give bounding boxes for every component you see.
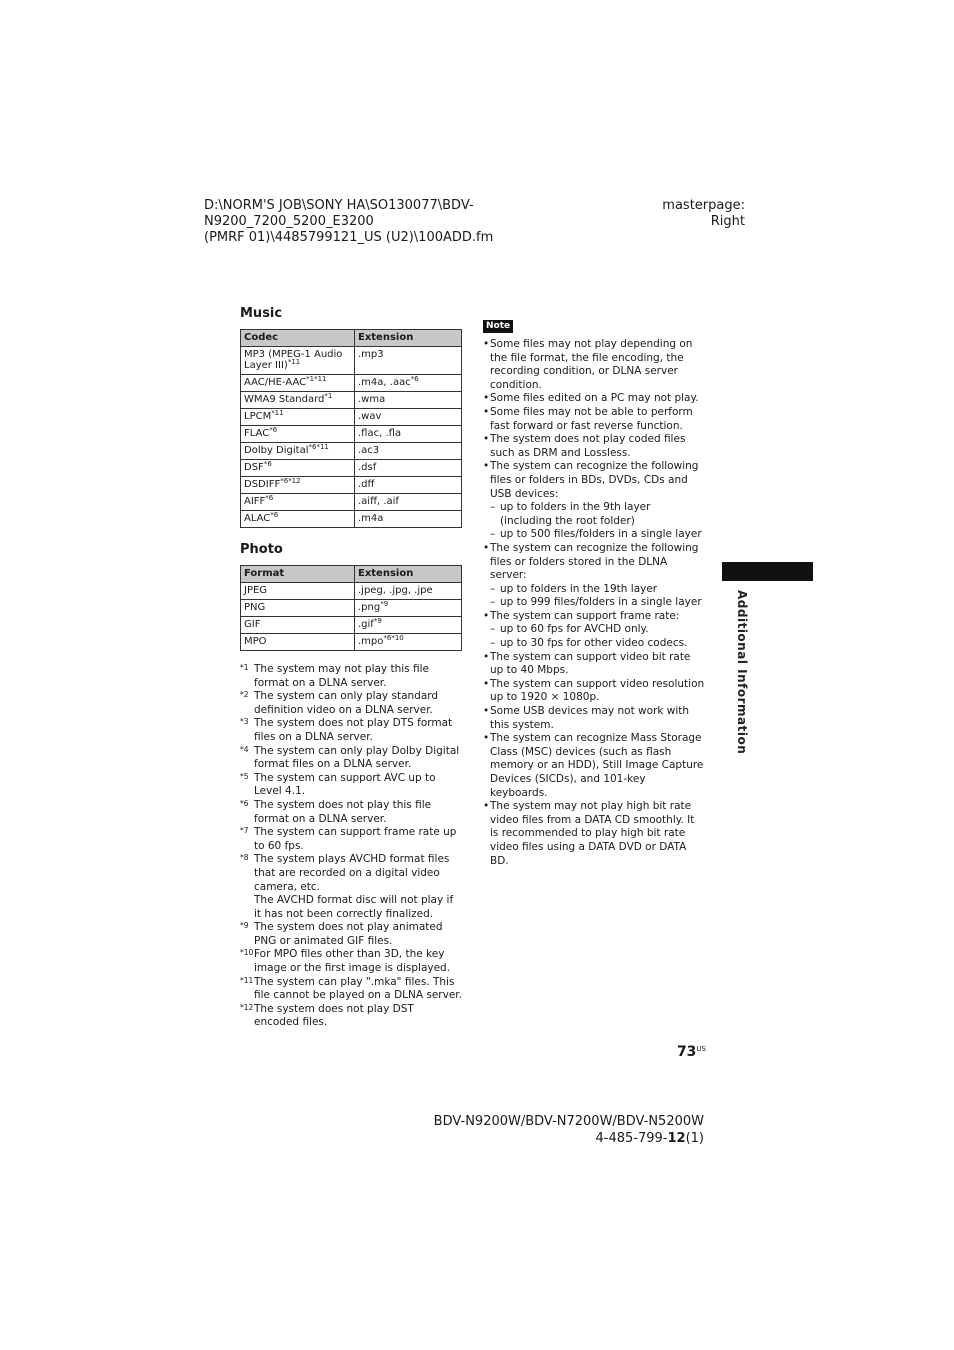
footnote-marker: *9 bbox=[240, 921, 249, 931]
note-bullet bbox=[483, 433, 705, 460]
music-name-footnote-ref: *6*12 bbox=[280, 477, 301, 485]
music-table-header-row bbox=[241, 330, 462, 347]
file-path-line-2: (PMRF 01)\4485799121_US (U2)\100ADD.fm bbox=[204, 230, 494, 245]
music-name: FLAC bbox=[244, 428, 270, 439]
dash-icon: – bbox=[490, 637, 496, 650]
note-sub-item-text: up to 500 files/folders in a single layer bbox=[500, 528, 702, 541]
dash-icon: – bbox=[490, 528, 496, 541]
music-table-row bbox=[241, 426, 462, 443]
photo-extension: .mpo bbox=[358, 636, 384, 647]
footnotes-list bbox=[240, 663, 462, 1030]
photo-extension-cell bbox=[355, 600, 462, 617]
photo-name: GIF bbox=[244, 619, 261, 630]
music-extension: .ac3 bbox=[358, 445, 380, 456]
bullet-icon: • bbox=[483, 338, 490, 350]
footnote-body bbox=[254, 948, 462, 975]
dash-icon: – bbox=[490, 596, 496, 609]
dash-icon: – bbox=[490, 582, 496, 595]
footnote bbox=[240, 948, 462, 975]
footer-code-prefix: 4-485-799- bbox=[595, 1131, 668, 1146]
photo-extension: .png bbox=[358, 602, 381, 613]
footnote bbox=[240, 921, 462, 948]
footnote-text: For MPO files other than 3D, the key image or the first image is displayed. bbox=[254, 948, 451, 975]
music-name: WMA9 Standard bbox=[244, 394, 325, 405]
footnote-marker: *5 bbox=[240, 771, 249, 781]
music-table-row bbox=[241, 494, 462, 511]
notes-list bbox=[483, 338, 705, 868]
music-name: ALAC bbox=[244, 513, 271, 524]
note-bullet-text: The system can recognize the following files or folders stored in the DLNA server: bbox=[490, 541, 699, 582]
music-name: LPCM bbox=[244, 411, 272, 422]
music-extension: .wma bbox=[358, 394, 386, 405]
footnote bbox=[240, 826, 462, 853]
music-table-row bbox=[241, 392, 462, 409]
music-extension-cell bbox=[355, 347, 462, 375]
note-bullet bbox=[483, 460, 705, 501]
note-bullet bbox=[483, 392, 705, 406]
masterpage-header bbox=[640, 198, 745, 230]
note-bullet bbox=[483, 406, 705, 433]
footnote-marker: *4 bbox=[240, 744, 249, 754]
masterpage-label: masterpage: bbox=[662, 198, 745, 213]
photo-format-table bbox=[240, 565, 462, 651]
bullet-icon: • bbox=[483, 433, 490, 446]
note-bullet bbox=[483, 338, 705, 392]
note-bullet bbox=[483, 732, 705, 800]
note-sub-item bbox=[483, 528, 705, 542]
footnote-body bbox=[254, 690, 462, 717]
note-bullet-text: The system can recognize Mass Storage Class (MSC) devices (such as flash memory or an HDD), Still Image Capture Devices (SICDs), and 101-key keyboards. bbox=[490, 732, 704, 799]
footnote-marker: *2 bbox=[240, 690, 249, 700]
bullet-icon: • bbox=[483, 705, 490, 718]
bullet-icon: • bbox=[483, 541, 490, 554]
footnote-extra-text: The AVCHD format disc will not play if it has not been correctly finalized. bbox=[254, 894, 454, 920]
music-extension-cell bbox=[355, 511, 462, 528]
bullet-icon: • bbox=[483, 609, 490, 622]
music-name-cell bbox=[241, 460, 355, 477]
footnote-text: The system plays AVCHD format files that are recorded on a digital video camera, etc. bbox=[254, 853, 450, 893]
footnote-marker: *12 bbox=[240, 1002, 254, 1012]
bullet-icon: • bbox=[483, 405, 490, 418]
photo-name-cell bbox=[241, 617, 355, 634]
dash-icon: – bbox=[490, 501, 496, 514]
footnote-text: The system can support frame rate up to 60 fps. bbox=[254, 826, 457, 852]
music-table-row bbox=[241, 409, 462, 426]
file-path-header bbox=[204, 198, 634, 246]
photo-name-cell bbox=[241, 634, 355, 651]
music-table-row bbox=[241, 477, 462, 494]
footnote-text: The system can support AVC up to Level 4.1. bbox=[254, 771, 436, 798]
music-name-cell bbox=[241, 494, 355, 511]
footnote bbox=[240, 717, 462, 744]
footer-code-bold: 12 bbox=[667, 1131, 686, 1146]
photo-extension-cell bbox=[355, 583, 462, 600]
note-bullet-text: The system can support frame rate: bbox=[490, 609, 680, 622]
music-name: MP3 (MPEG-1 Audio Layer III) bbox=[244, 349, 343, 371]
section-tab-label: Additional Information bbox=[735, 590, 749, 755]
footnote-body bbox=[254, 717, 462, 744]
photo-table-row bbox=[241, 634, 462, 651]
note-sub-item-text: up to folders in the 19th layer bbox=[500, 582, 658, 595]
footnote bbox=[240, 976, 462, 1003]
footer-models: BDV-N9200W/BDV-N7200W/BDV-N5200W bbox=[433, 1114, 704, 1129]
left-column bbox=[240, 306, 462, 1030]
music-name-cell bbox=[241, 511, 355, 528]
note-sub-item-text: up to 60 fps for AVCHD only. bbox=[500, 623, 649, 636]
bullet-icon: • bbox=[483, 677, 490, 690]
footnote-text: The system does not play animated PNG or animated GIF files. bbox=[254, 921, 443, 947]
page-number-suffix: US bbox=[696, 1045, 706, 1053]
music-extension-cell bbox=[355, 494, 462, 511]
footnote-text: The system may not play this file format on a DLNA server. bbox=[254, 663, 429, 689]
photo-col-extension: Extension bbox=[355, 566, 462, 583]
bullet-icon: • bbox=[483, 460, 490, 473]
music-name-footnote-ref: *11 bbox=[271, 409, 284, 417]
music-name-cell bbox=[241, 477, 355, 494]
footnote-text: The system can only play standard definition video on a DLNA server. bbox=[254, 690, 439, 716]
music-extension: .dsf bbox=[358, 462, 377, 473]
note-bullet bbox=[483, 678, 705, 705]
photo-extension: .jpeg, .jpg, .jpe bbox=[358, 585, 433, 596]
music-extension: .dff bbox=[358, 479, 375, 490]
footer-code bbox=[420, 1130, 704, 1147]
footnote bbox=[240, 1003, 462, 1030]
music-extension-cell bbox=[355, 443, 462, 460]
footnote-text: The system can play ".mka" files. This file cannot be played on a DLNA server. bbox=[254, 975, 462, 1002]
music-name: AAC/HE-AAC bbox=[244, 377, 307, 388]
music-extension-cell bbox=[355, 460, 462, 477]
music-codec-table bbox=[240, 329, 462, 528]
footnote-marker: *11 bbox=[240, 975, 254, 985]
music-extension-cell bbox=[355, 392, 462, 409]
footnote-text: The system does not play DTS format files on a DLNA server. bbox=[254, 717, 453, 743]
footnote-marker: *1 bbox=[240, 663, 249, 672]
footnote-body bbox=[254, 799, 462, 826]
photo-extension-footnote-ref: *9 bbox=[380, 600, 389, 608]
music-name: DSDIFF bbox=[244, 479, 281, 490]
music-col-codec: Codec bbox=[241, 330, 355, 347]
footnote-marker: *10 bbox=[240, 948, 254, 958]
music-extension-cell bbox=[355, 409, 462, 426]
photo-name: MPO bbox=[244, 636, 267, 647]
music-name-footnote-ref: *6 bbox=[269, 426, 278, 434]
music-name-cell bbox=[241, 375, 355, 392]
bullet-icon: • bbox=[483, 650, 490, 663]
music-table-row bbox=[241, 460, 462, 477]
photo-extension-cell bbox=[355, 634, 462, 651]
music-section-title: Music bbox=[240, 306, 283, 321]
music-table-row bbox=[241, 511, 462, 528]
note-bullet bbox=[483, 610, 705, 624]
dash-icon: – bbox=[490, 623, 496, 636]
music-name-footnote-ref: *6 bbox=[265, 494, 274, 502]
music-name-footnote-ref: *6 bbox=[270, 511, 279, 519]
footnote bbox=[240, 663, 462, 690]
footnote-text: The system can only play Dolby Digital format files on a DLNA server. bbox=[254, 744, 460, 771]
music-name-footnote-ref: *11 bbox=[287, 358, 301, 366]
footnote-body bbox=[254, 826, 462, 853]
footnote-marker: *8 bbox=[240, 853, 249, 863]
file-path-line-1: D:\NORM'S JOB\SONY HA\SO130077\BDV-N9200_7200_5200_E3200 bbox=[204, 198, 474, 229]
photo-name-cell bbox=[241, 583, 355, 600]
note-bullet-text: The system can support video bit rate up to 40 Mbps. bbox=[490, 650, 691, 677]
music-extension-cell bbox=[355, 426, 462, 443]
music-table-row bbox=[241, 375, 462, 392]
footnote-body bbox=[254, 1003, 462, 1030]
music-extension: .wav bbox=[358, 411, 382, 422]
note-sub-item-text: up to folders in the 9th layer (including the root folder) bbox=[500, 501, 651, 527]
page-number bbox=[640, 1041, 706, 1060]
photo-extension: .gif bbox=[358, 619, 374, 630]
music-extension: .aiff, .aif bbox=[358, 496, 399, 507]
footnote-marker: *3 bbox=[240, 717, 249, 727]
footnote bbox=[240, 690, 462, 717]
music-name-footnote-ref: *6 bbox=[263, 460, 272, 468]
note-bullet-text: The system can recognize the following files or folders in BDs, DVDs, CDs and USB devices: bbox=[490, 460, 699, 500]
photo-col-format: Format bbox=[241, 566, 355, 583]
photo-extension-cell bbox=[355, 617, 462, 634]
right-column bbox=[483, 313, 705, 868]
footnote-body bbox=[254, 921, 462, 948]
note-bullet-text: Some files may not be able to perform fast forward or fast reverse function. bbox=[490, 405, 693, 432]
music-name-footnote-ref: *1*11 bbox=[306, 375, 327, 383]
note-bullet-text: The system does not play coded files such as DRM and Lossless. bbox=[490, 433, 686, 459]
footnote bbox=[240, 853, 462, 921]
music-name: Dolby Digital bbox=[244, 445, 309, 456]
photo-table-row bbox=[241, 617, 462, 634]
note-bullet bbox=[483, 542, 705, 583]
footnote-body bbox=[254, 663, 462, 690]
music-name-cell bbox=[241, 443, 355, 460]
footnote-text: The system does not play DST encoded files. bbox=[254, 1002, 414, 1029]
music-name-footnote-ref: *6*11 bbox=[308, 443, 329, 451]
note-bullet bbox=[483, 800, 705, 868]
note-bullet-text: Some files may not play depending on the file format, the file encoding, the recording condition, or DLNA server condition. bbox=[490, 338, 693, 391]
footnote bbox=[240, 799, 462, 826]
page-number-value: 73 bbox=[676, 1044, 697, 1060]
footer-code-suffix: (1) bbox=[685, 1131, 704, 1146]
footnote-body bbox=[254, 745, 462, 772]
footnote-text: The system does not play this file format on a DLNA server. bbox=[254, 798, 432, 825]
note-sub-item bbox=[483, 501, 705, 528]
note-sub-item bbox=[483, 583, 705, 597]
bullet-icon: • bbox=[483, 800, 490, 813]
footnote-marker: *7 bbox=[240, 826, 249, 836]
section-tab-bar bbox=[722, 562, 813, 581]
photo-name: JPEG bbox=[244, 585, 268, 596]
note-bullet-text: Some files edited on a PC may not play. bbox=[490, 392, 699, 405]
music-extension: .m4a bbox=[358, 513, 384, 524]
photo-table-row bbox=[241, 583, 462, 600]
note-sub-item-text: up to 999 files/folders in a single layer bbox=[500, 596, 702, 609]
note-sub-item bbox=[483, 596, 705, 610]
photo-name-cell bbox=[241, 600, 355, 617]
note-bullet bbox=[483, 705, 705, 732]
music-name-cell bbox=[241, 409, 355, 426]
footnote bbox=[240, 772, 462, 799]
photo-name: PNG bbox=[244, 602, 266, 613]
music-extension-cell bbox=[355, 375, 462, 392]
music-extension: .mp3 bbox=[358, 349, 384, 360]
photo-table-body bbox=[241, 583, 462, 651]
music-name: DSF bbox=[244, 462, 264, 473]
note-bullet bbox=[483, 651, 705, 678]
footnote bbox=[240, 745, 462, 772]
note-bullet-text: The system can support video resolution up to 1920 × 1080p. bbox=[490, 677, 705, 704]
music-name-cell bbox=[241, 392, 355, 409]
music-extension: .flac, .fla bbox=[358, 428, 402, 439]
music-extension-cell bbox=[355, 477, 462, 494]
document-footer bbox=[420, 1113, 704, 1147]
footnote-body bbox=[254, 772, 462, 799]
photo-section-title: Photo bbox=[240, 542, 283, 557]
note-bullet-text: Some USB devices may not work with this system. bbox=[490, 705, 690, 731]
photo-extension-footnote-ref: *9 bbox=[373, 617, 382, 625]
music-name-cell bbox=[241, 426, 355, 443]
masterpage-value: Right bbox=[710, 214, 745, 229]
music-name-cell bbox=[241, 347, 355, 375]
music-name: AIFF bbox=[244, 496, 266, 507]
photo-table-row bbox=[241, 600, 462, 617]
note-sub-item bbox=[483, 637, 705, 651]
note-bullet-text: The system may not play high bit rate video files from a DATA CD smoothly. It is recommended to play high bit rate video files using a DATA DVD or DATA BD. bbox=[490, 800, 695, 867]
music-extension-footnote-ref: *6 bbox=[410, 375, 419, 383]
music-table-body bbox=[241, 347, 462, 528]
music-table-row bbox=[241, 347, 462, 375]
note-sub-item-text: up to 30 fps for other video codecs. bbox=[500, 637, 688, 650]
footnote-body bbox=[254, 976, 462, 1003]
footnote-marker: *6 bbox=[240, 798, 249, 808]
music-name-footnote-ref: *1 bbox=[324, 392, 333, 400]
music-col-extension: Extension bbox=[355, 330, 462, 347]
bullet-icon: • bbox=[483, 732, 490, 745]
bullet-icon: • bbox=[483, 392, 490, 405]
note-sub-item bbox=[483, 623, 705, 637]
photo-table-header-row bbox=[241, 566, 462, 583]
photo-extension-footnote-ref: *6*10 bbox=[383, 634, 404, 642]
music-table-row bbox=[241, 443, 462, 460]
footnote-body bbox=[254, 853, 462, 921]
note-badge: Note bbox=[483, 320, 513, 333]
music-extension: .m4a, .aac bbox=[358, 377, 411, 388]
